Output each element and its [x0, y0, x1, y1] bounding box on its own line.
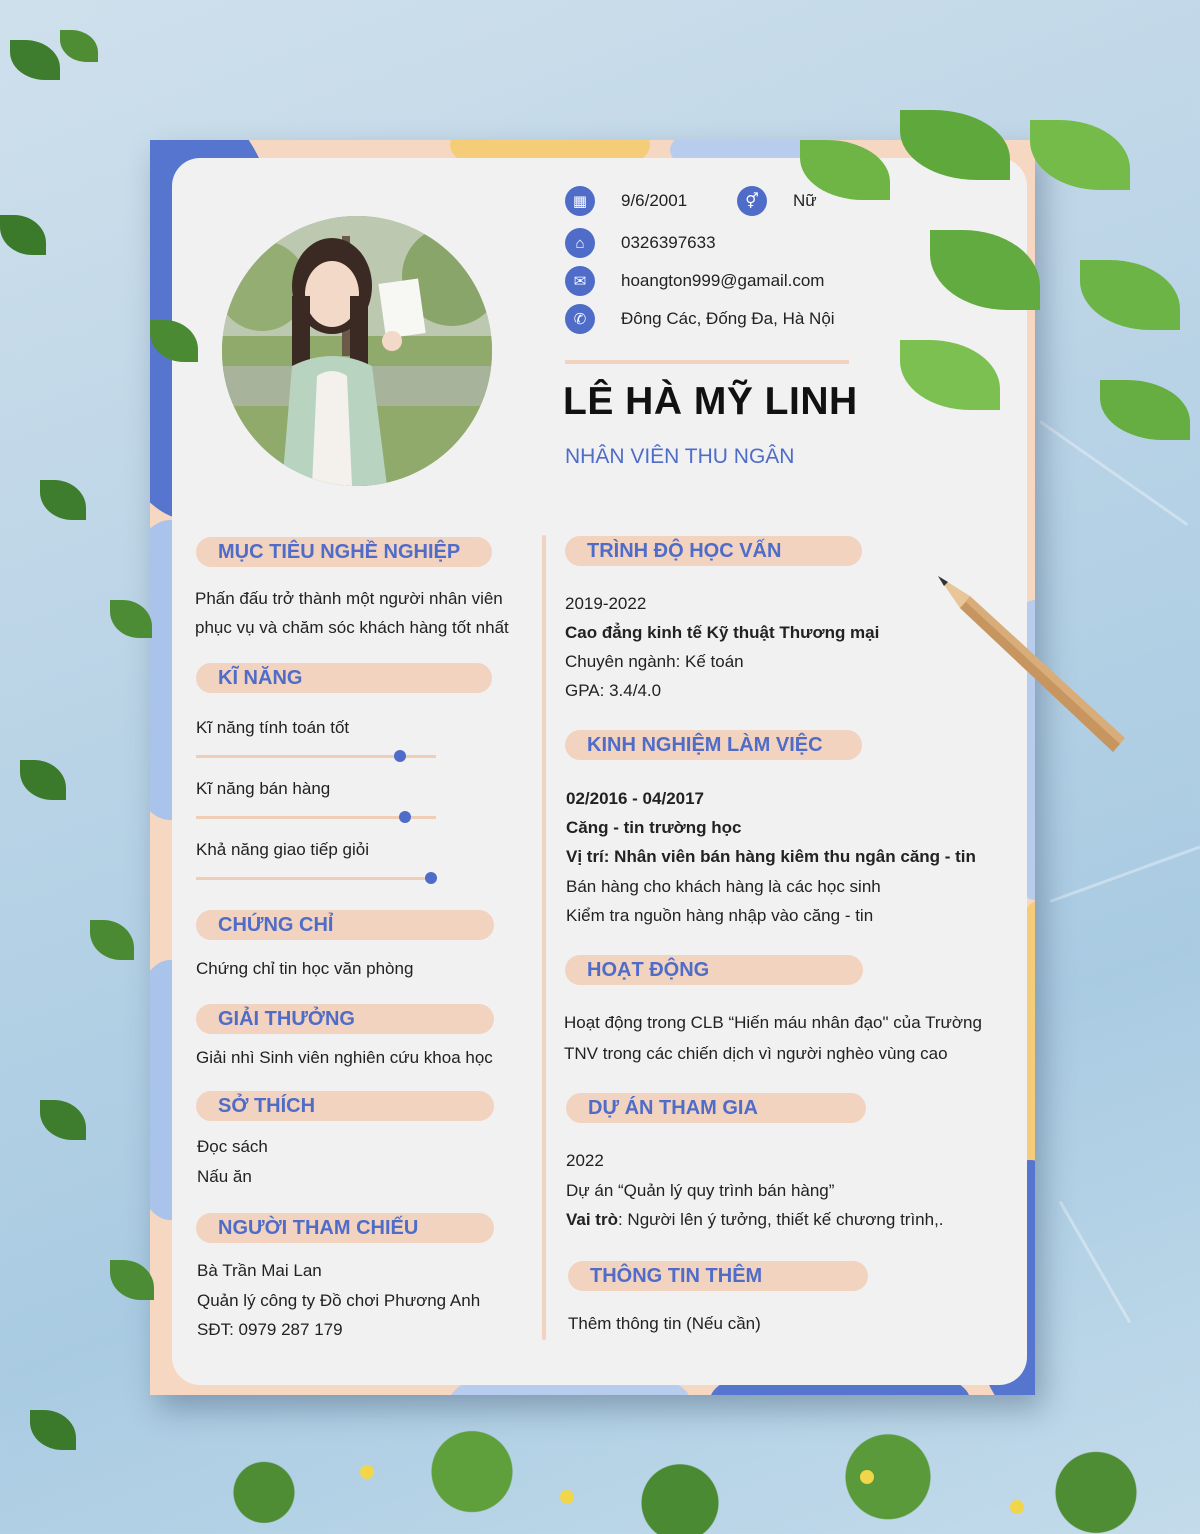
- skill-bar: [196, 755, 436, 758]
- contact-gender: [737, 186, 817, 216]
- dob-text: 9/6/2001: [621, 191, 688, 210]
- mail-icon: ✉: [565, 266, 595, 296]
- education-gpa: GPA: 3.4/4.0: [565, 681, 662, 700]
- skill-label: Khả năng giao tiếp giỏi: [196, 840, 369, 859]
- contact-email: [565, 266, 824, 296]
- ivy-leaf: [40, 1100, 86, 1140]
- activity-line: Hoạt động trong CLB “Hiến máu nhân đạo" của Trường: [564, 1013, 982, 1032]
- project-role-label: Vai trò: [566, 1210, 618, 1229]
- skill-bar: [196, 816, 436, 819]
- experience-role: Vị trí: Nhân viên bán hàng kiêm thu ngân căng - tin: [566, 847, 976, 866]
- experience-company: Căng - tin trường học: [566, 818, 742, 837]
- hobby-item: Đọc sách: [197, 1137, 268, 1156]
- profile-photo: [222, 216, 492, 486]
- phone-text: 0326397633: [621, 233, 716, 252]
- candidate-name: LÊ HÀ MỸ LINH: [563, 380, 858, 423]
- column-divider: [542, 535, 546, 1340]
- ivy-leaf: [0, 215, 46, 255]
- calendar-icon: ▦: [565, 186, 595, 216]
- reference-line: Quản lý công ty Đồ chơi Phương Anh: [197, 1291, 481, 1310]
- flower: [360, 1465, 374, 1479]
- header-rule: [565, 360, 849, 364]
- skill-label: Kĩ năng bán hàng: [196, 779, 331, 798]
- flower: [1010, 1500, 1024, 1514]
- email-text: hoangton999@gamail.com: [621, 271, 825, 290]
- skill-level-knob: [394, 750, 406, 762]
- skill-level-knob: [399, 811, 411, 823]
- flower: [860, 1470, 874, 1484]
- project-role-text: : Người lên ý tưởng, thiết kế chương trình,.: [617, 1210, 944, 1229]
- address-text: Đông Các, Đống Đa, Hà Nội: [621, 309, 835, 328]
- objective-line: Phấn đấu trở thành một người nhân viên: [195, 589, 503, 608]
- branch-leaf: [1030, 120, 1130, 190]
- skill-label: Kĩ năng tính toán tốt: [196, 718, 350, 737]
- certificates-heading: CHỨNG CHỈ: [196, 910, 494, 940]
- extra-heading: THÔNG TIN THÊM: [568, 1261, 868, 1291]
- project-name: Dự án “Quản lý quy trình bán hàng”: [566, 1181, 835, 1200]
- reference-line: Bà Trần Mai Lan: [197, 1261, 322, 1280]
- ivy-leaf: [10, 40, 60, 80]
- ivy-leaf: [90, 920, 134, 960]
- branch-leaf: [1100, 380, 1190, 440]
- people-icon: ⚥: [737, 186, 767, 216]
- experience-duty: Bán hàng cho khách hàng là các học sinh: [566, 877, 881, 896]
- project-role: [566, 1210, 944, 1230]
- reference-line: SĐT: 0979 287 179: [197, 1320, 343, 1339]
- extra-text: Thêm thông tin (Nếu cần): [568, 1314, 761, 1333]
- experience-period: 02/2016 - 04/2017: [566, 789, 705, 808]
- ivy-leaf: [20, 760, 66, 800]
- contact-dob: [565, 186, 687, 216]
- education-period: 2019-2022: [565, 594, 647, 613]
- objective-heading: MỤC TIÊU NGHỀ NGHIỆP: [196, 537, 492, 567]
- ivy-leaf: [60, 30, 98, 62]
- certificate-text: Chứng chỉ tin học văn phòng: [196, 959, 414, 978]
- activities-heading: HOẠT ĐỘNG: [565, 955, 863, 985]
- ivy-leaf: [40, 480, 86, 520]
- ivy-leaf: [110, 1260, 154, 1300]
- skills-heading: KĨ NĂNG: [196, 663, 492, 693]
- contact-address: [565, 304, 835, 334]
- bottom-plants: [160, 1430, 1200, 1534]
- award-text: Giải nhì Sinh viên nghiên cứu khoa học: [196, 1048, 493, 1067]
- awards-heading: GIẢI THƯỞNG: [196, 1004, 494, 1034]
- ivy-leaf: [110, 600, 152, 638]
- education-heading: TRÌNH ĐỘ HỌC VẤN: [565, 536, 862, 566]
- profile-photo-illustration: [222, 216, 492, 486]
- background-texture: [1049, 845, 1200, 903]
- hobbies-heading: SỞ THÍCH: [196, 1091, 494, 1121]
- gender-text: Nữ: [793, 191, 817, 210]
- flower: [560, 1490, 574, 1504]
- project-year: 2022: [566, 1151, 604, 1170]
- pencil: [930, 570, 1140, 760]
- candidate-position: NHÂN VIÊN THU NGÂN: [565, 445, 795, 468]
- contact-phone: [565, 228, 716, 258]
- references-heading: NGƯỜI THAM CHIẾU: [196, 1213, 494, 1243]
- experience-duty: Kiểm tra nguồn hàng nhập vào căng - tin: [566, 906, 874, 925]
- activity-line: TNV trong các chiến dịch vì người nghèo vùng cao: [564, 1044, 948, 1063]
- experience-heading: KINH NGHIỆM LÀM VIỆC: [565, 730, 862, 760]
- projects-heading: DỰ ÁN THAM GIA: [566, 1093, 866, 1123]
- ivy-leaf: [30, 1410, 76, 1450]
- skill-bar: [196, 877, 436, 880]
- phone-icon: ✆: [565, 304, 595, 334]
- education-major: Chuyên ngành: Kế toán: [565, 652, 744, 671]
- background-texture: [1059, 1201, 1132, 1324]
- education-school: Cao đẳng kinh tế Kỹ thuật Thương mại: [565, 623, 880, 642]
- hobby-item: Nấu ăn: [197, 1167, 252, 1186]
- objective-line: phục vụ và chăm sóc khách hàng tốt nhất: [195, 618, 509, 637]
- branch-leaf: [1080, 260, 1180, 330]
- home-icon: ⌂: [565, 228, 595, 258]
